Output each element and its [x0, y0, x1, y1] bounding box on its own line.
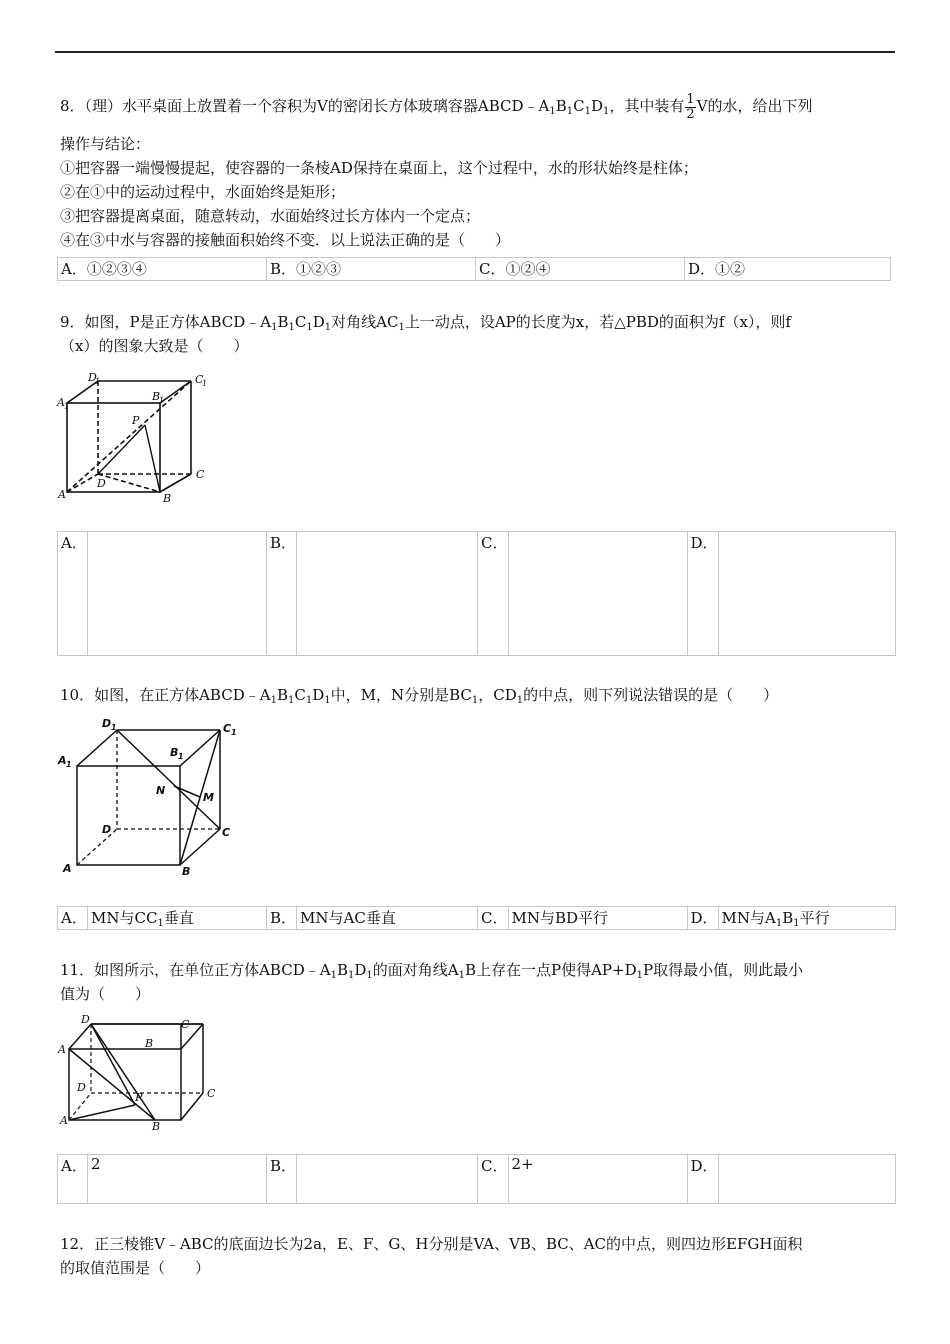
- question-11: 11．如图所示，在单位正方体$ABCD﹣A_1B_1D_1$的面对角线$A_1B$上存在一点P使得$AP+D_1P$取得最小值，则此最小 值为（ ）: [60, 961, 804, 1003]
- q11-option-b-label[interactable]: B．: [267, 1155, 297, 1204]
- q11-option-b[interactable]: [297, 1155, 478, 1204]
- q10-option-b[interactable]: MN与AC垂直: [297, 907, 478, 930]
- q11-cube-figure: [55, 1012, 215, 1137]
- q8-text: 8．（理）水平桌面上放置着一个容积为V的密闭长方体玻璃容器ABCD﹣A: [60, 97, 550, 115]
- q10-option-a-label[interactable]: A．: [58, 907, 88, 930]
- q9-option-c-graph[interactable]: [508, 532, 687, 656]
- svg-text:1: 1: [159, 396, 165, 405]
- fig10-label-b: B: [182, 865, 191, 878]
- q8-option-d[interactable]: D．①②: [685, 258, 891, 281]
- q9-option-b-label[interactable]: B．: [267, 532, 297, 656]
- fig11-label-c1: C: [181, 1018, 190, 1031]
- q10-option-b-label[interactable]: B．: [267, 907, 297, 930]
- svg-text:1: 1: [231, 728, 237, 737]
- q8-option-c[interactable]: C．①②④: [476, 258, 685, 281]
- q10-options: [57, 906, 896, 930]
- fig9-label-d: D: [97, 477, 106, 490]
- q9-cube-figure: [55, 370, 225, 510]
- question-8: 8．（理）水平桌面上放置着一个容积为V的密闭长方体玻璃容器$ABCD﹣A_1B_1C_1D_1$，其中装有 $\frac{1}{2}$ V的水，给出下列 操作与结论： ①把容器一端慢慢提起，使容器的一条棱AD保持在桌面上，这个过程中，水的形状始终是柱体； ②在①中的运动过程中，水面始终是矩形； ③把容器提离桌面，随意转动，水面始终过长方体内一个定点； ④在③中水与容器的接触面积始终不变．以上说法正确的是（ ）: [60, 91, 813, 249]
- fig10-label-d: D: [102, 823, 112, 836]
- q9-option-d-label[interactable]: D．: [687, 532, 718, 656]
- q9-option-c-label[interactable]: C．: [478, 532, 508, 656]
- fig10-label-a1: A: [58, 754, 67, 767]
- q8-options: [57, 257, 891, 281]
- question-12: 12．正三棱锥V﹣ABC的底面边长为2a，E、F、G、H分别是VA、VB、BC、AC的中点，则四边形EFGH面积 的取值范围是（ ）: [60, 1235, 803, 1277]
- fig11-label-b1: B: [145, 1037, 154, 1050]
- fig9-label-a: A: [58, 488, 66, 501]
- top-rule: [55, 51, 895, 53]
- question-9: 9．如图，P是正方体$ABCD﹣A_1B_1C_1D_1$对角线$AC_1$上一动点，设AP的长度为x，若△PBD的面积为f（x），则f （x）的图象大致是（ ）: [60, 313, 791, 355]
- fig9-label-b1: B: [152, 390, 161, 403]
- question-10: 10．如图，在正方体$ABCD﹣A_1B_1C_1D_1$中，M，N分别是$BC_1$，$CD_1$的中点，则下列说法错误的是（ ）: [60, 686, 779, 706]
- fig10-label-a: A: [63, 862, 72, 875]
- q9-option-a-graph[interactable]: [88, 532, 267, 656]
- q10-option-c-label[interactable]: C．: [478, 907, 508, 930]
- q10-option-a[interactable]: MN与$CC_1$垂直: [88, 907, 267, 930]
- q10-option-d[interactable]: MN与$A_1B_1$平行: [718, 907, 895, 930]
- q9-option-d-graph[interactable]: [718, 532, 895, 656]
- fig11-label-b: B: [152, 1120, 161, 1133]
- svg-text:1: 1: [64, 402, 70, 411]
- svg-text:1: 1: [202, 379, 208, 388]
- q8-option-b[interactable]: B．①②③: [267, 258, 476, 281]
- fig11-label-a1: A: [58, 1043, 66, 1056]
- fig11-label-d1: D: [81, 1013, 90, 1026]
- q11-option-a[interactable]: 2: [88, 1155, 267, 1204]
- fig9-label-c1: C: [195, 373, 204, 386]
- fig10-label-b1: B: [170, 746, 179, 759]
- q11-option-d-label[interactable]: D．: [687, 1155, 718, 1204]
- svg-text:1: 1: [178, 752, 184, 761]
- fig11-label-p: P: [135, 1091, 143, 1104]
- q10-option-d-label[interactable]: D．: [687, 907, 718, 930]
- fig11-label-a: A: [60, 1114, 68, 1127]
- q8-option-a[interactable]: A．①②③④: [58, 258, 267, 281]
- q9-option-a-label[interactable]: A．: [58, 532, 88, 656]
- fig10-label-c1: C: [223, 722, 232, 735]
- q10-option-c[interactable]: MN与BD平行: [508, 907, 687, 930]
- fig11-label-d: D: [77, 1081, 86, 1094]
- fig11-label-c: C: [207, 1087, 215, 1100]
- svg-text:1: 1: [66, 760, 72, 769]
- q11-option-c-label[interactable]: C．: [478, 1155, 508, 1204]
- fig9-label-c: C: [196, 468, 205, 481]
- svg-text:1: 1: [111, 723, 117, 732]
- q10-cube-figure: [55, 712, 255, 882]
- q11-options: [57, 1154, 896, 1204]
- svg-text:1: 1: [95, 377, 101, 386]
- q11-option-c[interactable]: 2+: [508, 1155, 687, 1204]
- fig9-label-a1: A: [57, 396, 65, 409]
- q9-options: [57, 531, 896, 656]
- q9-option-b-graph[interactable]: [297, 532, 478, 656]
- fig10-label-d1: D: [102, 717, 112, 730]
- fig10-label-n: N: [156, 784, 166, 797]
- fig9-label-b: B: [163, 492, 172, 505]
- fig10-label-m: M: [203, 791, 214, 804]
- q11-option-d[interactable]: [718, 1155, 895, 1204]
- fig9-label-d1: D: [88, 371, 97, 384]
- q11-option-a-label[interactable]: A．: [58, 1155, 88, 1204]
- fig9-label-p: P: [132, 414, 140, 427]
- fig10-label-c: C: [222, 826, 231, 839]
- fraction-half: $\frac{1}{2}$: [686, 91, 695, 122]
